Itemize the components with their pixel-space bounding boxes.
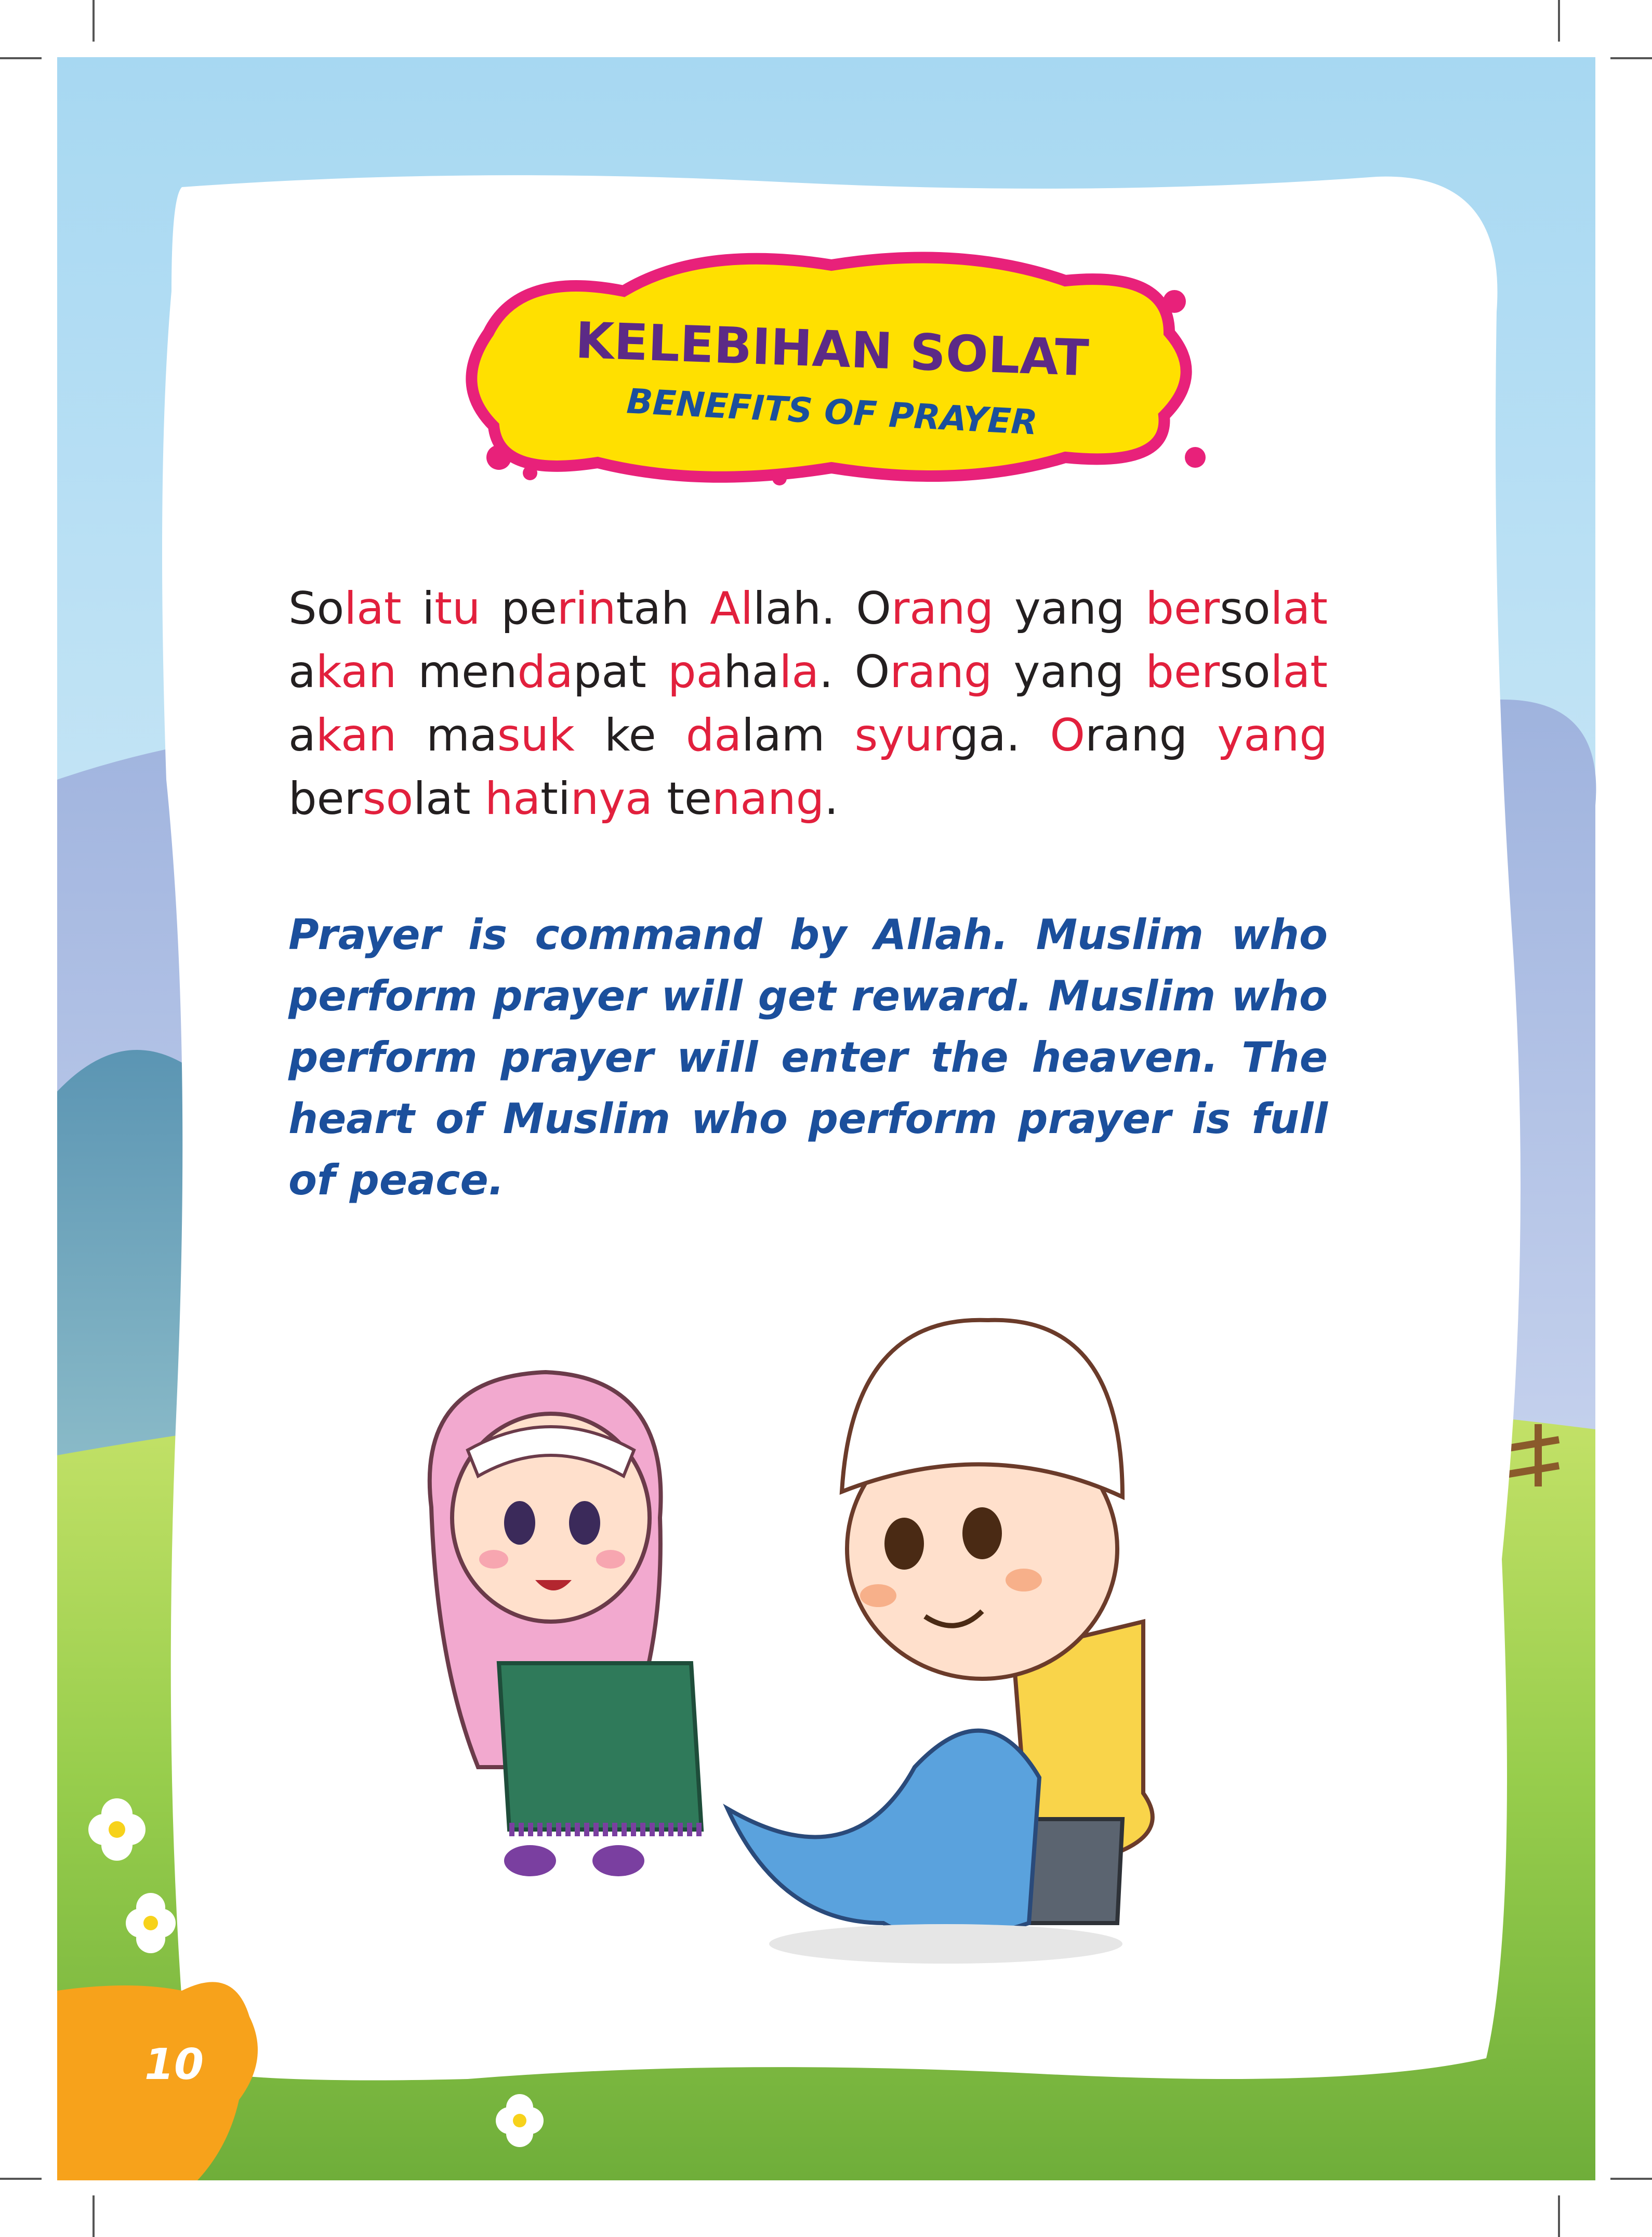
title-badge <box>471 257 1206 485</box>
plain-syllable: a <box>288 709 316 761</box>
plain-syllable: lah. O <box>753 583 891 635</box>
highlighted-syllable: so <box>362 773 414 825</box>
highlighted-syllable: suk <box>497 709 575 761</box>
plain-syllable: so <box>1220 583 1271 635</box>
plain-syllable: ga. <box>950 709 1050 761</box>
plain-syllable: pat <box>573 646 668 698</box>
plain-syllable: ke <box>574 709 686 761</box>
malay-paragraph <box>288 577 1328 831</box>
english-paragraph: Prayer is command by Allah. Muslim who perform prayer will get reward. Muslim who perform prayer will enter the heaven. The heart of Muslim who perform prayer is full of peace. <box>288 911 1328 1204</box>
crop-mark <box>1610 2178 1652 2180</box>
highlighted-syllable: tu <box>434 583 481 635</box>
plain-syllable: lam <box>742 709 855 761</box>
highlighted-syllable: da <box>517 646 573 698</box>
highlighted-syllable: rang <box>890 646 993 698</box>
crop-mark <box>1610 57 1652 59</box>
highlighted-syllable: pa <box>667 646 724 698</box>
page-number: 10 <box>144 2040 204 2089</box>
highlighted-syllable: yang <box>1217 709 1328 761</box>
highlighted-syllable: rin <box>557 583 616 635</box>
highlighted-syllable: rang <box>891 583 994 635</box>
plain-syllable: . <box>824 773 839 825</box>
highlighted-syllable: kan <box>315 709 397 761</box>
crop-mark <box>1558 0 1560 42</box>
highlighted-syllable: ber <box>1145 646 1220 698</box>
highlighted-syllable: lat <box>344 583 402 635</box>
plain-syllable: pe <box>480 583 557 635</box>
plain-syllable: lat <box>413 773 485 825</box>
crop-mark <box>1558 2195 1560 2237</box>
plain-syllable: So <box>288 583 345 635</box>
crop-mark <box>0 57 42 59</box>
plain-syllable: ha <box>723 646 779 698</box>
plain-syllable: ti <box>540 773 571 825</box>
plain-syllable <box>402 583 422 635</box>
highlighted-syllable: lat <box>1270 646 1328 698</box>
plain-syllable: men <box>397 646 518 698</box>
highlighted-syllable: syur <box>854 709 950 761</box>
plain-syllable: tah <box>616 583 710 635</box>
highlighted-syllable: nang <box>711 773 825 825</box>
highlighted-syllable: lat <box>1270 583 1328 635</box>
highlighted-syllable: da <box>685 709 742 761</box>
plain-syllable: so <box>1220 646 1271 698</box>
plain-syllable: ma <box>397 709 497 761</box>
plain-syllable: yang <box>992 646 1146 698</box>
crop-mark <box>92 0 95 42</box>
highlighted-syllable: nya <box>570 773 653 825</box>
highlighted-syllable: Al <box>710 583 754 635</box>
title-english: BENEFITS OF PRAYER <box>625 381 1039 443</box>
plain-syllable: a <box>288 646 316 698</box>
plain-syllable: yang <box>994 583 1146 635</box>
crop-mark <box>0 2178 42 2180</box>
highlighted-syllable: kan <box>315 646 397 698</box>
plain-syllable: te <box>652 773 712 825</box>
plain-syllable: i <box>422 583 435 635</box>
plain-syllable: rang <box>1085 709 1218 761</box>
crop-mark <box>92 2195 95 2237</box>
title-malay: KELEBIHAN SOLAT <box>574 311 1090 388</box>
highlighted-syllable: ha <box>484 773 541 825</box>
highlighted-syllable: O <box>1050 709 1086 761</box>
highlighted-syllable: ber <box>1145 583 1220 635</box>
plain-syllable: ber <box>288 773 363 825</box>
highlighted-syllable: la <box>779 646 820 698</box>
plain-syllable: . O <box>819 646 890 698</box>
